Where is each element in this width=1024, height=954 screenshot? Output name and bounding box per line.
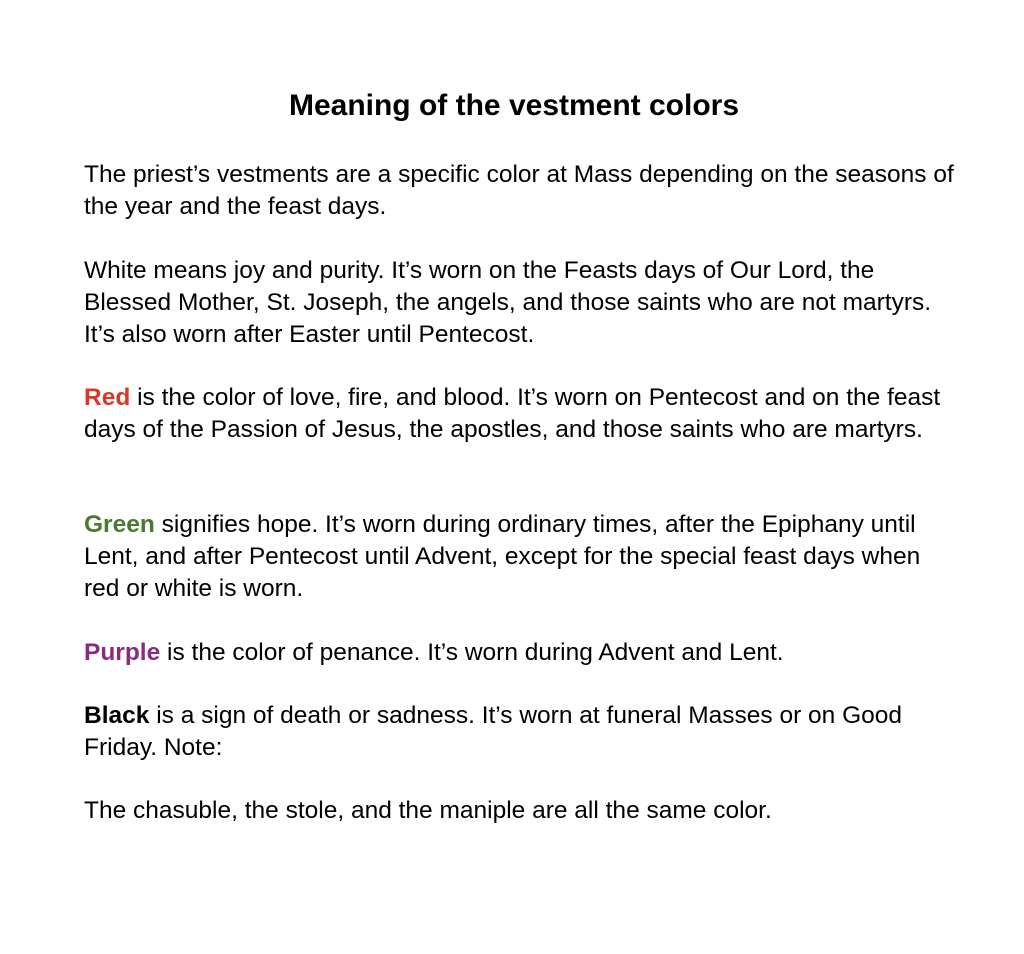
intro-paragraph: The priest’s vestments are a specific color at Mass depending on the seasons of the year and the feast days. xyxy=(84,161,954,220)
purple-description: is the color of penance. It’s worn during Advent and Lent. xyxy=(160,639,784,666)
purple-paragraph xyxy=(84,637,954,669)
red-description: is the color of love, fire, and blood. It’s worn on Pentecost and on the feast days of the Passion of Jesus, the apostles, and those saints who are martyrs. xyxy=(84,384,941,443)
note-paragraph: The chasuble, the stole, and the maniple are all the same color. xyxy=(84,797,772,824)
green-description: signifies hope. It’s worn during ordinary times, after the Epiphany until Lent, and after Pentecost until Advent, except for the special feast days when red or white is worn. xyxy=(84,511,921,602)
green-keyword: Green xyxy=(84,511,155,538)
red-paragraph xyxy=(84,382,954,446)
white-paragraph: White means joy and purity. It’s worn on the Feasts days of Our Lord, the Blessed Mother, St. Joseph, the angels, and those saints who are not martyrs. It’s also worn after Easter until Pentecost. xyxy=(84,257,932,348)
green-paragraph xyxy=(84,509,954,605)
black-keyword: Black xyxy=(84,702,150,729)
purple-keyword: Purple xyxy=(84,639,161,666)
page-title: Meaning of the vestment colors xyxy=(288,89,740,122)
black-description: is a sign of death or sadness. It’s worn at funeral Masses or on Good Friday. Note: xyxy=(84,702,903,761)
black-paragraph xyxy=(84,700,954,764)
red-keyword: Red xyxy=(84,384,131,411)
